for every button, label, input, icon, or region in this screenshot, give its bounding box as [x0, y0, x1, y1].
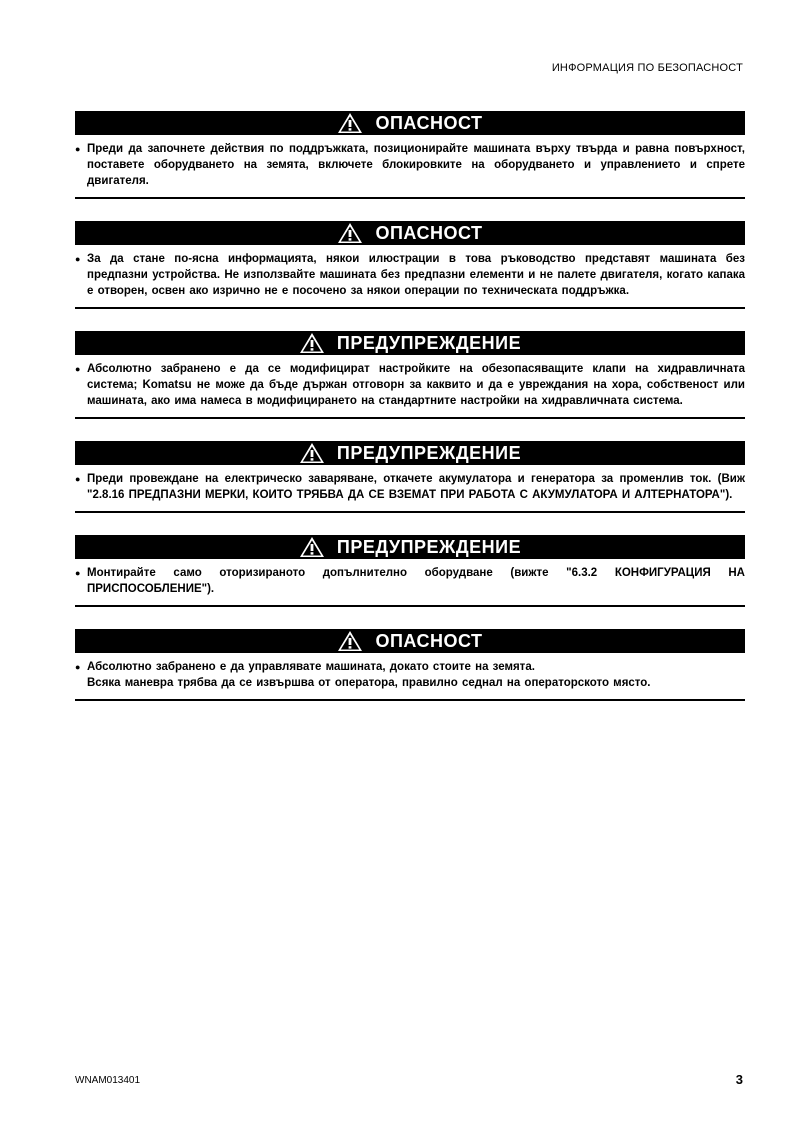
safety-notice — [75, 331, 745, 419]
warning-triangle-icon — [337, 112, 363, 134]
notice-item — [75, 565, 745, 597]
safety-notice — [75, 441, 745, 513]
notice-item — [75, 659, 745, 691]
page-header-title: ИНФОРМАЦИЯ ПО БЕЗОПАСНОСТ — [551, 62, 743, 74]
notice-body — [75, 653, 745, 701]
safety-notice — [75, 221, 745, 309]
notice-body — [75, 355, 745, 419]
notice-label: ПРЕДУПРЕЖДЕНИЕ — [336, 333, 522, 353]
notice-label: ПРЕДУПРЕЖДЕНИЕ — [336, 443, 522, 463]
notice-label: ОПАСНОСТ — [375, 631, 483, 651]
safety-notice — [75, 111, 745, 199]
notice-header-bar — [75, 441, 745, 465]
notice-item — [75, 251, 745, 299]
notice-item — [75, 361, 745, 409]
notice-text: Преди провеждане на електрическо заваряване, откачете акумулатора и генератора за променлив ток. (Виж "2.8.16 ПРЕДПАЗНИ МЕРКИ, КОИТО ТРЯБВА ДА СЕ ВЗЕМАТ ПРИ РАБОТА С АКУМУЛАТОРА И АЛТЕРНАТОРА"). — [87, 473, 745, 501]
notice-text: За да стане по-ясна информацията, някои илюстрации в това ръководство представят машината без предпазни устройства. Не използвайте машината без предпазни елементи и не палете двигателя, когато капака е отворен, освен ако изрично не е посочено за някои операции по техническата поддръжка. — [87, 253, 745, 297]
notice-item — [75, 471, 745, 503]
page-number: 3 — [735, 1072, 743, 1087]
warning-triangle-icon — [299, 442, 325, 464]
notice-header-bar — [75, 331, 745, 355]
notice-text — [87, 659, 745, 691]
notice-label: ОПАСНОСТ — [375, 223, 483, 243]
notice-label: ОПАСНОСТ — [375, 113, 483, 133]
notice-text: Монтирайте само оторизираното допълнително оборудване (вижте "6.3.2 КОНФИГУРАЦИЯ НА ПРИСПОСОБЛЕНИЕ"). — [87, 567, 745, 595]
notice-text: Преди да започнете действия по поддръжката, позиционирайте машината върху твърда и равна повърхност, поставете оборудването на земята, включете блокировките на оборудването и управлението и спрете двигателя. — [87, 143, 745, 187]
safety-notices — [75, 111, 745, 723]
bullet-icon: ● — [75, 144, 81, 154]
notice-label: ПРЕДУПРЕЖДЕНИЕ — [336, 537, 522, 557]
notice-header-bar — [75, 629, 745, 653]
bullet-icon: ● — [75, 568, 81, 578]
warning-triangle-icon — [337, 222, 363, 244]
notice-item — [75, 141, 745, 189]
notice-text-line: Всяка маневра трябва да се извършва от оператора, правилно седнал на операторското място. — [87, 677, 651, 689]
notice-text: Абсолютно забранено е да се модифицират настройките на обезопасяващите клапи на хидравличната система; Komatsu не може да бъде държан отговорн за каквито и да е увреждания на хора, собственост или машината, ако има намеса в модифицирането на стандартните настройки на хидравличната система. — [87, 363, 745, 407]
notice-body — [75, 559, 745, 607]
bullet-icon: ● — [75, 662, 81, 672]
bullet-icon: ● — [75, 254, 81, 264]
warning-triangle-icon — [299, 332, 325, 354]
warning-triangle-icon — [337, 630, 363, 652]
notice-body — [75, 245, 745, 309]
notice-header-bar — [75, 221, 745, 245]
notice-body — [75, 135, 745, 199]
bullet-icon: ● — [75, 364, 81, 374]
notice-header-bar — [75, 111, 745, 135]
notice-text-line: Абсолютно забранено е да управлявате машината, докато стоите на земята. — [87, 661, 535, 673]
safety-notice — [75, 535, 745, 607]
notice-header-bar — [75, 535, 745, 559]
document-code: WNAM013401 — [75, 1075, 141, 1086]
bullet-icon: ● — [75, 474, 81, 484]
warning-triangle-icon — [299, 536, 325, 558]
safety-notice — [75, 629, 745, 701]
notice-body — [75, 465, 745, 513]
